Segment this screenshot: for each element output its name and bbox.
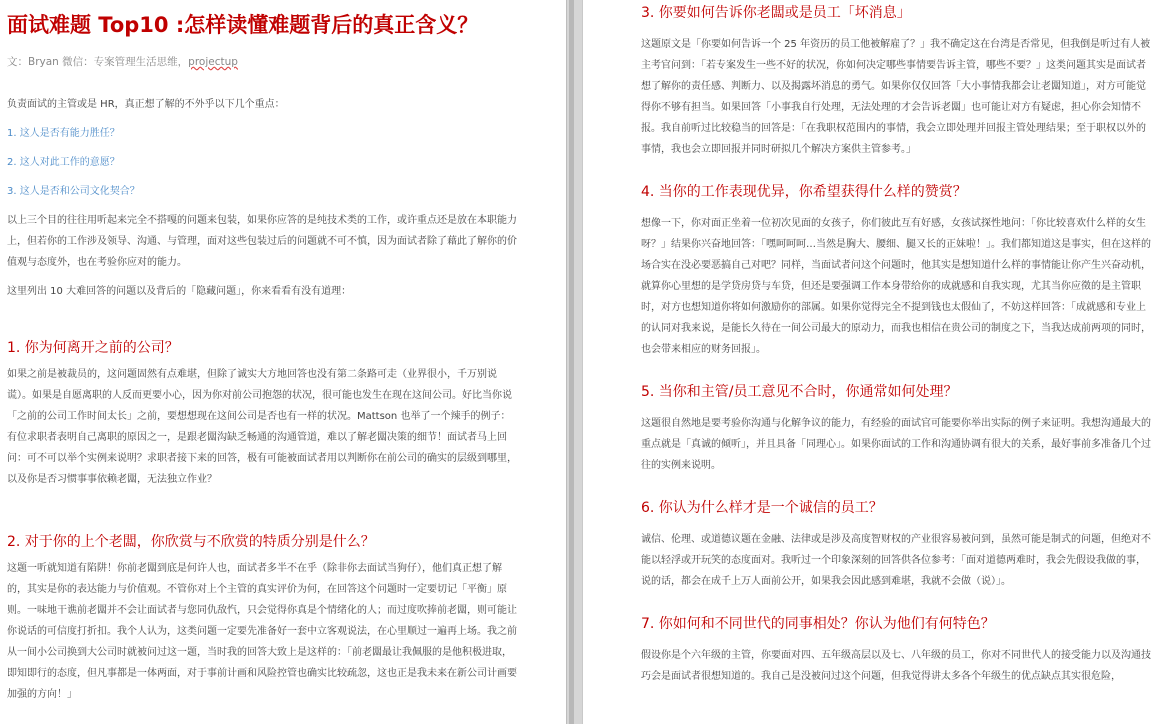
question-7-section: [641, 614, 1154, 687]
question-4-heading: 4. 当你的工作表现优异，你希望获得什么样的赞赏？: [641, 184, 967, 200]
right-page: [583, 0, 1162, 724]
question-7-heading: 7. 你如何和不同世代的同事相处？你认为他们有何特色？: [641, 616, 995, 632]
paragraph-2: 这里列出 10 大难回答的问题以及背后的「隐藏问题」，你来看看有没有道理：: [7, 286, 352, 297]
question-3-section: [641, 3, 1154, 160]
left-page: [0, 0, 566, 724]
question-6-body: 诚信、伦理、或道德议题在金融、法律或是涉及高度智财权的产业很容易被问到，虽然可能是制式的问题，但绝对不能以轻浮或开玩笑的态度面对。我听过一个印象深刻的回答供各位参考：「面对道德两难时，我会先假设我做的事，说的话，都会在成千上万人面前公开，如果我会因此感到难堪，我就不会做（说）」。: [641, 534, 1151, 587]
author-prefix: 文：Bryan 微信：专案管理生活思维，: [7, 56, 189, 68]
question-5-heading: 5. 当你和主管/员工意见不合时，你通常如何处理？: [641, 384, 958, 400]
question-1-body: 如果之前是被裁员的，这问题固然有点难堪，但除了诚实大方地回答也没有第二条路可走（业界很小，千万别说谎）。如果是自愿离职的人反而更要小心，因为你对前公司抱怨的状况，很可能也发生在现在这间公司。好比当你说「之前的公司工作时间太长」之前，要想想现在这间公司是否也有一样的状况。Mattson 也举了一个辣手的例子：有位求职者表明自己离职的原因之一，是跟老闆沟缺乏畅通的沟通管道，难以了解老闆决策的细节！面试者马上回问：可不可以举个实例来说明？求职者接下来的回答，极有可能被面试者用以判断你在前公司的确实的层级到哪里，以及你是否习惯事事依赖老闆，无法独立作业？: [7, 369, 517, 485]
point-1: 1. 这人是否有能力胜任？: [7, 128, 120, 139]
point-3: 3. 这人是否和公司文化契合？: [7, 186, 140, 197]
question-1-heading: 1. 你为何离开之前的公司？: [7, 340, 179, 356]
article-title: 面试难题 Top10 :怎样读懂难题背后的真正含义？: [7, 13, 479, 37]
question-2-body: 这题一听就知道有陷阱！你前老闆到底是何许人也，面试者多半不在乎（除非你去面试当狗仔），他们真正想了解的，其实是你的表达能力与价值观。不管你对上个主管的真实评价为何，在回答这个问题时一定要切记「平衡」原则。一味地干谯前老闆并不会让面试者与您同仇敌忾，只会觉得你真是个情绪化的人；而过度吹捧前老闆，则可能让你说话的可信度打折扣。我个人认为，这类问题一定要先准备好一套中立客观说法，在心里顺过一遍再上场。我之前从一间小公司换到大公司时就被问过这一题，当时我的回答大致上是这样的：「前老闆最让我佩服的是他积极进取，即知即行的态度，但凡事都是一体两面，对于事前计画和风险控管也确实比较疏忽，这也正是我未来在新公司计画要加强的方向！」: [7, 563, 517, 700]
question-3-heading: 3. 你要如何告诉你老闆或是员工「坏消息」: [641, 5, 911, 21]
question-4-section: [641, 182, 1154, 360]
author-wechat-id: projectup: [188, 56, 238, 68]
question-6-heading: 6. 你认为什么样才是一个诚信的员工？: [641, 500, 883, 516]
question-7-body: 假设你是个六年级的主管，你要面对四、五年级高层以及七、八年级的员工，你对不同世代人的接受能力以及沟通技巧会是面试者很想知道的。我自己是没被问过这个问题，但我觉得讲太多各个年级生的优点缺点其实很危险，: [641, 650, 1151, 682]
question-6-section: [641, 498, 1154, 592]
question-2-heading: 2. 对于你的上个老闆，你欣赏与不欣赏的特质分别是什么？: [7, 534, 375, 550]
point-2: 2. 这人对此工作的意愿？: [7, 157, 120, 168]
question-5-body: 这题很自然地是要考验你沟通与化解争议的能力，有经验的面试官可能要你举出实际的例子来证明。我想沟通最大的重点就是「真诚的倾听」，并且具备「同理心」。如果你面试的工作和沟通协调有很大的关系，最好事前多准备几个过往的实例来说明。: [641, 418, 1151, 471]
question-4-body: 想像一下，你对面正坐着一位初次见面的女孩子，你们彼此互有好感，女孩试探性地问：「你比较喜欢什么样的女生呀？」结果你兴奋地回答：「嘿呵呵呵…当然是胸大、腰细、腿又长的正妹啦！」。我们都知道这是事实，但在这样的场合实在没必要恶搞自己对吧？同样，当面试者问这个问题时，他其实是想知道什么样的事情能让你产生兴奋动机，就算你心里想的是学贷房贷与车贷，但还是要强调工作本身带给你的成就感和自我实现，尤其当你应徵的是主管职时，对方也想知道你将如何激励你的部属。如果你觉得完全不提到钱也太假仙了，不妨这样回答：「成就感和专业上的认同对我来说，是能长久待在一间公司最大的原动力，而我也相信在贵公司的制度之下，当我达成前两项的同时，也会带来相应的财务回报」。: [641, 218, 1151, 355]
question-3-body: 这题原文是「你要如何告诉一个 25 年资历的员工他被解雇了？」我不确定这在台湾是否常见，但我倒是听过有人被主考官问到：「若专案发生一些不好的状况，你如何决定哪些事情要告诉主管，哪些不要？」这类问题其实是面试者想了解你的责任感、判断力、以及揭露坏消息的勇气。如果你仅仅回答「大小事情我都会让老闆知道」，对方可能觉得你不够有担当。如果回答「小事我自行处理，无法处理的才会告诉老闆」也可能让对方有疑虑，担心你会知情不报。我自前听过比较稳当的回答是：「在我职权范围内的事情，我会立即处理并回报主管处理结果；至于职权以外的事情，我也会立即回报并同时研拟几个解决方案供主管参考。」: [641, 39, 1151, 155]
author-line: [7, 54, 518, 70]
question-5-section: [641, 382, 1154, 476]
gutter-shadow: [569, 0, 574, 724]
paragraph-1: 以上三个目的往往用听起来完全不搭嘎的问题来包装，如果你应答的是纯技术类的工作，或许重点还是放在本职能力上，但若你的工作涉及领导、沟通、与管理，面对这些包装过后的问题就不可不慎，因为面试者除了藉此了解你的价值观与态度外，也在考验你应对的能力。: [7, 215, 517, 268]
intro-paragraph: 负责面试的主管或是 HR，真正想了解的不外乎以下几个重点：: [7, 99, 285, 110]
page-gutter: [566, 0, 583, 724]
